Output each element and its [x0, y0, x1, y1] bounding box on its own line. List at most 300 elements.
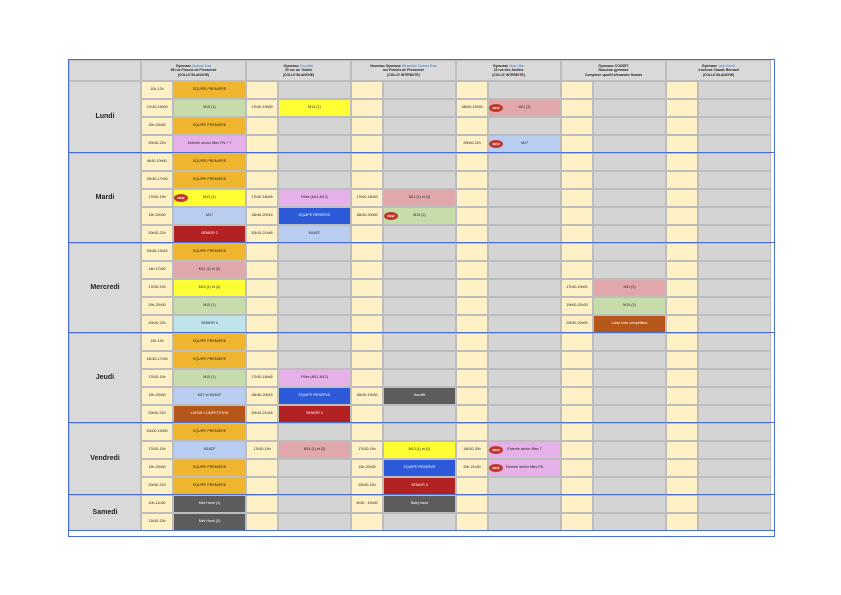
slot-time[interactable]: 19h00-20h30	[561, 297, 593, 315]
empty-time	[351, 369, 383, 387]
gym-address: 38 rue Francis de Pressensé	[170, 68, 217, 73]
slot-activity[interactable]	[173, 297, 246, 315]
slot-activity[interactable]	[173, 261, 246, 279]
new-badge-icon: NEW	[174, 194, 188, 202]
activity-label: M15 (1)	[203, 375, 216, 380]
slot-activity[interactable]	[173, 333, 246, 351]
empty-time	[561, 207, 593, 225]
slot-activity[interactable]	[278, 225, 351, 243]
slot-time[interactable]: 19h-20h30	[141, 117, 173, 135]
empty-time	[351, 261, 383, 279]
gym-note: (COLLE INTERDITE)	[387, 72, 420, 77]
empty-slot	[698, 387, 771, 405]
empty-slot	[593, 225, 666, 243]
activity-label: Baby hand	[410, 501, 429, 506]
empty-slot	[278, 81, 351, 99]
empty-time	[456, 117, 488, 135]
activity-label: EQUIPE PREMIERE	[192, 429, 227, 434]
gym-name-text: Gymnase	[283, 64, 300, 69]
empty-time	[351, 279, 383, 297]
empty-time	[456, 387, 488, 405]
empty-slot	[698, 459, 771, 477]
gym-name-accent: Jean Vilar	[509, 64, 525, 69]
empty-slot	[698, 297, 771, 315]
empty-slot	[593, 99, 666, 117]
empty-slot	[593, 405, 666, 423]
empty-slot	[488, 333, 561, 351]
empty-slot	[278, 477, 351, 495]
gym-name-accent: Jean Zamb	[718, 64, 736, 69]
empty-slot	[383, 405, 456, 423]
slot-activity[interactable]	[173, 99, 246, 117]
empty-time	[561, 261, 593, 279]
new-badge-icon: NEW	[489, 104, 503, 112]
slot-activity[interactable]	[278, 441, 351, 459]
empty-time	[351, 423, 383, 441]
activity-label: SENIOR 3	[411, 483, 428, 488]
empty-slot	[593, 261, 666, 279]
day-label: Jeudi	[69, 333, 141, 423]
empty-time	[561, 423, 593, 441]
empty-time	[456, 297, 488, 315]
slot-time[interactable]: 19h-20h30	[141, 459, 173, 477]
day-label: Lundi	[69, 81, 141, 153]
empty-time	[561, 243, 593, 261]
activity-label: Entente sénior filles PN	[505, 465, 544, 470]
empty-time	[561, 351, 593, 369]
slot-activity[interactable]	[278, 99, 351, 117]
empty-time	[666, 513, 698, 531]
slot-time[interactable]: 19h-20h30	[141, 207, 173, 225]
slot-time[interactable]: 20h-21h30	[456, 459, 488, 477]
new-badge-icon: NEW	[384, 212, 398, 220]
empty-slot	[698, 315, 771, 333]
empty-time	[351, 513, 383, 531]
activity-label: EQUIPE PREMIERE	[192, 465, 227, 470]
empty-time	[666, 171, 698, 189]
slot-activity[interactable]	[173, 405, 246, 423]
activity-label: Entente sénior filles PN + 7	[187, 141, 232, 146]
slot-time[interactable]: 17h30-19h00	[141, 99, 173, 117]
slot-time[interactable]: 15h30-17h30	[141, 171, 173, 189]
slot-activity[interactable]	[173, 135, 246, 153]
new-badge-icon: NEW	[489, 464, 503, 472]
activity-label: M13 (1) et (2)	[408, 447, 431, 452]
empty-slot	[488, 279, 561, 297]
empty-slot	[488, 189, 561, 207]
day-label: Mardi	[69, 153, 141, 243]
gym-name-text: Gymnase	[175, 64, 193, 69]
empty-slot	[698, 495, 771, 513]
empty-slot	[698, 279, 771, 297]
empty-time	[351, 333, 383, 351]
empty-time	[246, 459, 278, 477]
slot-activity[interactable]	[173, 171, 246, 189]
slot-time[interactable]: 18h45-20h15	[246, 207, 278, 225]
empty-time	[666, 351, 698, 369]
empty-slot	[383, 99, 456, 117]
empty-slot	[593, 81, 666, 99]
empty-time	[456, 261, 488, 279]
empty-slot	[488, 405, 561, 423]
gym-header	[351, 60, 456, 81]
slot-time[interactable]: 20h30-22h	[141, 135, 173, 153]
activity-label: EQUIPE PREMIERE	[192, 339, 227, 344]
gym-note: (COLLE BLANCHE)	[282, 72, 315, 77]
empty-time	[666, 333, 698, 351]
slot-time[interactable]: 20h30-22h	[141, 225, 173, 243]
slot-time[interactable]: 20h30-22h00	[561, 315, 593, 333]
empty-time	[561, 441, 593, 459]
empty-time	[561, 513, 593, 531]
slot-time[interactable]: 17h30-19h	[141, 189, 173, 207]
empty-time	[561, 495, 593, 513]
slot-time[interactable]: 17h30-19h	[351, 441, 383, 459]
slot-time[interactable]: 10h-11h30	[141, 495, 173, 513]
slot-time[interactable]: 18h45-20h15	[246, 387, 278, 405]
slot-activity[interactable]	[173, 207, 246, 225]
activity-label: M11 (3)	[623, 285, 636, 290]
empty-slot	[278, 351, 351, 369]
slot-time[interactable]: 20h30-22h	[141, 315, 173, 333]
activity-label: Handfit	[413, 393, 426, 398]
activity-label: Filles (M11-M13)	[301, 195, 328, 200]
slot-activity[interactable]	[173, 153, 246, 171]
empty-slot	[593, 135, 666, 153]
empty-time	[351, 405, 383, 423]
empty-time	[351, 171, 383, 189]
gym-address: 30 rue du Tonkin	[285, 68, 312, 73]
empty-time	[351, 225, 383, 243]
slot-activity[interactable]	[278, 207, 351, 225]
gym-note: (COLLE BLANCHE)	[177, 72, 210, 77]
empty-time	[666, 297, 698, 315]
activity-label: M11 (1) et (2)	[408, 195, 431, 200]
empty-slot	[383, 513, 456, 531]
empty-time	[561, 99, 593, 117]
slot-time[interactable]: 10h00-12h00	[141, 423, 173, 441]
gym-note: Complexe sportif Alexandre Dumas	[584, 72, 643, 77]
gym-header	[456, 60, 561, 81]
slot-activity[interactable]	[173, 315, 246, 333]
empty-time	[561, 153, 593, 171]
empty-slot	[383, 297, 456, 315]
gym-address: rue Francis de Pressensé	[382, 68, 425, 73]
slot-activity[interactable]	[173, 117, 246, 135]
empty-slot	[278, 243, 351, 261]
activity-label: EQUIPE RESERVE	[298, 213, 331, 218]
empty-slot	[698, 333, 771, 351]
activity-label: M17 et M18CF	[197, 393, 222, 398]
empty-slot	[383, 333, 456, 351]
empty-time	[666, 207, 698, 225]
slot-time[interactable]: 17h30-19h	[246, 441, 278, 459]
empty-slot	[593, 513, 666, 531]
empty-time	[246, 297, 278, 315]
slot-time[interactable]: 19h-20h30	[141, 387, 173, 405]
gym-note: (COLLE INTERDITE)	[492, 72, 525, 77]
gym-name-text: Nouveau Gymnase	[370, 64, 402, 69]
day-label: Mercredi	[69, 243, 141, 333]
empty-time	[666, 441, 698, 459]
gym-name-text: Gymnase	[492, 64, 510, 69]
empty-time	[666, 243, 698, 261]
empty-slot	[698, 243, 771, 261]
activity-label: Entente sénior filles 7	[507, 447, 542, 452]
empty-slot	[488, 495, 561, 513]
empty-slot	[383, 171, 456, 189]
activity-label: M18CF	[308, 231, 321, 236]
activity-label: M15 (2)	[413, 213, 426, 218]
empty-slot	[488, 297, 561, 315]
empty-time	[456, 513, 488, 531]
slot-time[interactable]: 20h15-21h45	[246, 405, 278, 423]
slot-time[interactable]: 20h15-21h45	[246, 225, 278, 243]
empty-time	[561, 387, 593, 405]
day-label: Vendredi	[69, 423, 141, 495]
empty-time	[456, 171, 488, 189]
empty-slot	[698, 477, 771, 495]
empty-time	[561, 135, 593, 153]
empty-time	[666, 261, 698, 279]
empty-time	[456, 333, 488, 351]
activity-label: EQUIPE PREMIERE	[192, 123, 227, 128]
slot-time[interactable]: 17h00-18h30	[351, 189, 383, 207]
empty-slot	[278, 153, 351, 171]
activity-label: EQUIPE PREMIERE	[192, 357, 227, 362]
empty-time	[351, 297, 383, 315]
empty-time	[456, 279, 488, 297]
slot-time[interactable]: 17h30-18h45	[246, 369, 278, 387]
slot-time[interactable]: 18h00-19h30	[456, 99, 488, 117]
empty-slot	[593, 459, 666, 477]
slot-time[interactable]: 8h30-10h00	[141, 153, 173, 171]
schedule-table	[68, 59, 775, 537]
slot-time[interactable]: 15h30-17h30	[141, 351, 173, 369]
empty-slot	[488, 423, 561, 441]
activity-label: SENIOR 2	[306, 411, 323, 416]
slot-time[interactable]: 9h30 - 10h30	[351, 495, 383, 513]
empty-slot	[593, 387, 666, 405]
activity-label: M13 (1) et (2)	[198, 285, 221, 290]
slot-activity[interactable]	[173, 513, 246, 531]
empty-slot	[593, 333, 666, 351]
empty-slot	[488, 513, 561, 531]
slot-activity[interactable]	[383, 477, 456, 495]
slot-time[interactable]: 20h30-22h	[141, 405, 173, 423]
activity-label: M11 (3)	[518, 105, 531, 110]
empty-time	[246, 315, 278, 333]
empty-time	[666, 225, 698, 243]
empty-slot	[278, 279, 351, 297]
slot-activity[interactable]	[173, 243, 246, 261]
empty-slot	[383, 81, 456, 99]
slot-activity[interactable]	[173, 351, 246, 369]
empty-time	[666, 423, 698, 441]
empty-slot	[278, 117, 351, 135]
empty-slot	[278, 171, 351, 189]
slot-time[interactable]: 19h-20h30	[141, 297, 173, 315]
empty-slot	[488, 153, 561, 171]
empty-slot	[593, 423, 666, 441]
empty-time	[456, 495, 488, 513]
activity-label: Filles (M11-M13)	[301, 375, 328, 380]
empty-time	[246, 495, 278, 513]
slot-activity[interactable]	[173, 279, 246, 297]
empty-slot	[698, 513, 771, 531]
slot-time[interactable]: 17h30-19h	[141, 369, 173, 387]
empty-time	[246, 513, 278, 531]
empty-time	[246, 153, 278, 171]
activity-label: M18CF	[203, 447, 216, 452]
empty-time	[246, 351, 278, 369]
activity-label: M17	[206, 213, 213, 218]
empty-slot	[698, 423, 771, 441]
empty-slot	[383, 423, 456, 441]
empty-time	[561, 189, 593, 207]
empty-time	[666, 279, 698, 297]
slot-activity[interactable]	[173, 387, 246, 405]
header-corner	[69, 60, 141, 81]
new-badge-icon: NEW	[489, 140, 503, 148]
empty-slot	[593, 369, 666, 387]
slot-time[interactable]: 20h30-22h	[351, 477, 383, 495]
slot-activity[interactable]	[173, 81, 246, 99]
empty-time	[351, 81, 383, 99]
slot-time[interactable]: 19h-20h30	[351, 459, 383, 477]
empty-slot	[488, 387, 561, 405]
empty-slot	[593, 351, 666, 369]
empty-slot	[383, 351, 456, 369]
empty-time	[351, 351, 383, 369]
empty-slot	[383, 117, 456, 135]
slot-time[interactable]: 18h30-20h00	[351, 207, 383, 225]
activity-label: EQUIPE PREMIERE	[192, 159, 227, 164]
activity-label: EQUIPE PREMIERE	[192, 483, 227, 488]
slot-activity[interactable]	[173, 441, 246, 459]
slot-activity[interactable]	[173, 423, 246, 441]
empty-time	[666, 99, 698, 117]
empty-time	[561, 405, 593, 423]
slot-time[interactable]: 11h30-13h	[141, 513, 173, 531]
empty-slot	[593, 243, 666, 261]
new-badge-icon: NEW	[489, 446, 503, 454]
slot-activity[interactable]	[278, 189, 351, 207]
slot-time[interactable]: 10h-12h	[141, 333, 173, 351]
gym-name-text: Gymnase	[701, 64, 719, 69]
activity-label: M13 (1)	[203, 195, 216, 200]
activity-label: Loisir hors compétition	[611, 321, 648, 326]
slot-activity[interactable]	[278, 405, 351, 423]
slot-time[interactable]: 10h-12h	[141, 81, 173, 99]
slot-time[interactable]: 14h-17h30	[141, 261, 173, 279]
slot-activity[interactable]	[173, 369, 246, 387]
empty-time	[666, 189, 698, 207]
empty-time	[456, 153, 488, 171]
empty-time	[246, 81, 278, 99]
empty-slot	[593, 207, 666, 225]
slot-activity[interactable]	[278, 387, 351, 405]
empty-slot	[593, 495, 666, 513]
slot-time[interactable]: 20h00-22h	[456, 135, 488, 153]
empty-slot	[383, 369, 456, 387]
empty-slot	[278, 315, 351, 333]
empty-time	[246, 279, 278, 297]
empty-slot	[278, 459, 351, 477]
empty-slot	[698, 81, 771, 99]
empty-time	[246, 171, 278, 189]
empty-time	[666, 477, 698, 495]
slot-activity[interactable]	[383, 495, 456, 513]
empty-slot	[278, 135, 351, 153]
empty-slot	[383, 135, 456, 153]
empty-time	[561, 333, 593, 351]
slot-activity[interactable]	[173, 495, 246, 513]
empty-slot	[593, 477, 666, 495]
empty-slot	[698, 405, 771, 423]
activity-label: M13 (1)	[308, 105, 321, 110]
slot-time[interactable]: 18h30-19h30	[351, 387, 383, 405]
empty-slot	[698, 135, 771, 153]
empty-time	[561, 369, 593, 387]
empty-slot	[698, 99, 771, 117]
empty-slot	[698, 351, 771, 369]
gym-header	[141, 60, 246, 81]
empty-slot	[383, 243, 456, 261]
activity-label: M11 (1) et (2)	[198, 267, 221, 272]
slot-activity[interactable]	[593, 315, 666, 333]
empty-time	[456, 351, 488, 369]
empty-slot	[698, 153, 771, 171]
slot-activity[interactable]	[173, 477, 246, 495]
slot-time[interactable]: 17h30-19h	[141, 441, 173, 459]
activity-label: M17	[521, 141, 528, 146]
empty-time	[351, 117, 383, 135]
slot-time[interactable]: 17h30-19h00	[561, 279, 593, 297]
slot-activity[interactable]	[593, 297, 666, 315]
slot-activity[interactable]	[383, 387, 456, 405]
empty-slot	[698, 261, 771, 279]
slot-activity[interactable]	[278, 369, 351, 387]
slot-activity[interactable]	[173, 225, 246, 243]
slot-time[interactable]: 17h30-18h45	[246, 189, 278, 207]
activity-label: M15 (1)	[203, 303, 216, 308]
slot-activity[interactable]	[593, 279, 666, 297]
empty-time	[666, 369, 698, 387]
gym-header	[246, 60, 351, 81]
slot-time[interactable]: 17h30-19h	[141, 279, 173, 297]
empty-time	[666, 387, 698, 405]
activity-label: M15 (2)	[623, 303, 636, 308]
slot-time[interactable]: 17h30-19h00	[246, 99, 278, 117]
slot-activity[interactable]	[383, 441, 456, 459]
empty-time	[351, 99, 383, 117]
slot-time[interactable]: 10h45-13h15	[141, 243, 173, 261]
empty-slot	[488, 369, 561, 387]
activity-label: SENIOR 4	[201, 321, 218, 326]
empty-slot	[278, 261, 351, 279]
slot-activity[interactable]	[173, 459, 246, 477]
empty-slot	[593, 171, 666, 189]
empty-time	[456, 81, 488, 99]
slot-activity[interactable]	[383, 459, 456, 477]
slot-activity[interactable]	[383, 189, 456, 207]
slot-time[interactable]: 18h30-20h	[456, 441, 488, 459]
empty-time	[351, 153, 383, 171]
empty-time	[246, 243, 278, 261]
empty-time	[456, 225, 488, 243]
slot-time[interactable]: 20h30-22h	[141, 477, 173, 495]
